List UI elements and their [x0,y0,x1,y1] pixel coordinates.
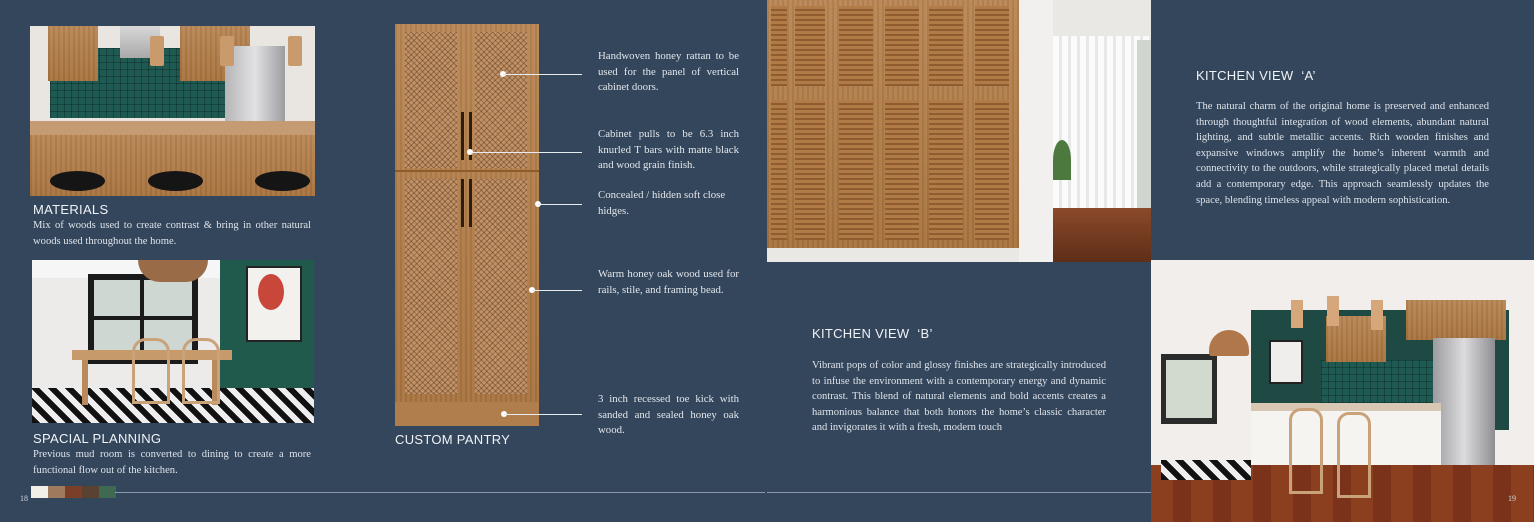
pantry-callout-toe-kick: 3 inch recessed toe kick with sanded and sealed honey oak wood. [598,393,739,437]
louvered-pantry-render [767,0,1151,262]
kitchen-view-a-heading: KITCHEN VIEW ‘A’ [1196,68,1316,83]
materials-text: Mix of woods used to create contrast & bring in other natural woods used throughout the home. [33,220,311,247]
kitchen-view-b-text: Vibrant pops of color and glossy finishes are strategically introduced to infuse the environment with a contemporary energy and dynamic contrast. This blend of natural elements and bold accents creates a harmonious balance that both honors the home’s classic character and invigorates it with a fresh, modern touch [812,360,1106,434]
pantry-callout-hinges: Concealed / hidden soft close hidges. [598,189,726,217]
kitchen-view-b-heading: KITCHEN VIEW ‘B’ [812,326,933,341]
page-number-left: 18 [20,494,28,503]
callout-leader-2 [470,152,582,153]
callout-leader-4 [532,290,582,291]
color-palette [31,486,116,498]
callout-leader-1 [503,74,582,75]
footer-rule-right [767,492,1151,493]
spacial-planning-heading: SPACIAL PLANNING [33,431,162,446]
pantry-callout-oak: Warm honey oak wood used for rails, stile, and framing bead. [598,268,739,296]
swatch-tan [48,486,65,498]
swatch-brown [82,486,99,498]
swatch-rust [65,486,82,498]
pantry-callout-rattan: Handwoven honey rattan to be used for the panel of vertical cabinet doors. [598,50,739,94]
kitchen-view-b-render [1151,260,1534,522]
callout-leader-5 [504,414,582,415]
page-number-right: 19 [1508,494,1516,503]
spacial-planning-text: Previous mud room is converted to dining to create a more functional flow out of the kitchen. [33,449,311,476]
swatch-green [99,486,116,498]
callout-leader-3 [538,204,582,205]
materials-kitchen-render [30,26,315,196]
custom-pantry-elevation [395,24,539,426]
pantry-callout-pulls: Cabinet pulls to be 6.3 inch knurled T bars with matte black and wood grain finish. [598,128,739,172]
dining-room-render [32,260,314,423]
footer-rule-left [115,492,765,493]
materials-heading: MATERIALS [33,202,109,217]
kitchen-view-a-text: The natural charm of the original home is preserved and enhanced through thoughtful integration of wood elements, abundant natural lighting, and subtle metallic accents. Rich wooden finishes and expansive windows amplify the home’s inherent warmth and connectivity to the outdoors, while strategically placed metal details add a contemporary edge. This approach seamlessly updates the space, blending timeless appeal with modern sophistication. [1196,101,1489,206]
swatch-cream [31,486,48,498]
custom-pantry-heading: CUSTOM PANTRY [395,432,511,447]
